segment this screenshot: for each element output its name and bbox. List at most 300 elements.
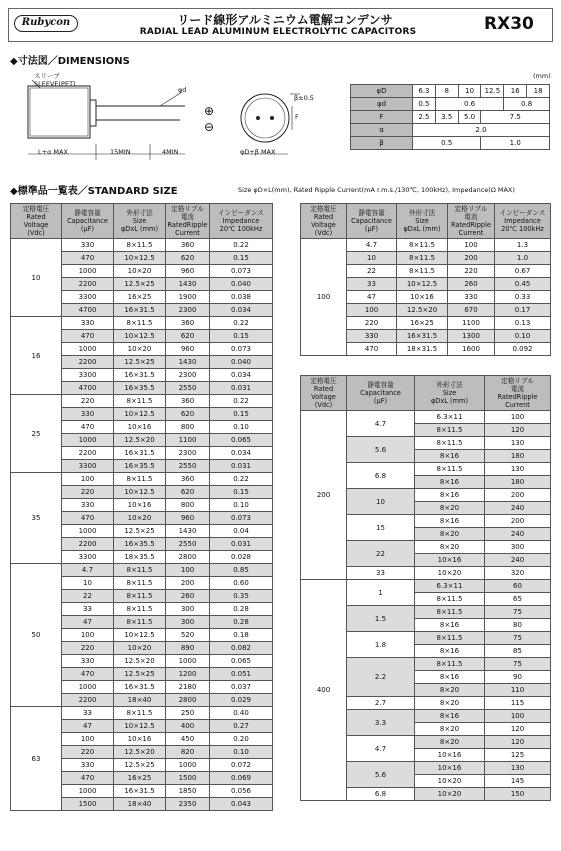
- dimension-cell: 5.0: [458, 111, 481, 124]
- table-cell: 12.5×20: [397, 304, 448, 317]
- table-cell: 0.073: [210, 265, 273, 278]
- header-line: (μF): [364, 225, 379, 233]
- dimension-cell: 2.0: [413, 124, 550, 137]
- table-cell: 2300: [166, 369, 210, 382]
- table-cell: 8×11.5: [114, 590, 166, 603]
- header-line: 電流: [510, 385, 525, 393]
- table-cell: 8×11.5: [415, 606, 485, 619]
- table-cell: 4.7: [347, 239, 397, 252]
- header-line: インピーダンス: [218, 209, 264, 217]
- table-row: [11, 707, 273, 720]
- voltage-cell: 16: [11, 317, 62, 395]
- header-line: 外形寸法: [436, 381, 463, 389]
- table-cell: 470: [62, 668, 114, 681]
- header-line: (μF): [80, 225, 95, 233]
- table-cell: 22: [347, 265, 397, 278]
- table-cell: 820: [166, 746, 210, 759]
- header-line: 静電容量: [367, 381, 394, 389]
- table-cell: 0.15: [210, 408, 273, 421]
- table-cell: 0.031: [210, 382, 273, 395]
- header-line: Capacitance: [360, 389, 401, 397]
- pitch-label: F: [295, 113, 299, 121]
- table-cell: 620: [166, 408, 210, 421]
- table-cell: 0.15: [210, 330, 273, 343]
- table-cell: 12.5×25: [114, 668, 166, 681]
- table-cell: 18×31.5: [397, 343, 448, 356]
- header-line: 電流: [464, 213, 478, 221]
- table-cell: 10×16: [114, 499, 166, 512]
- table-cell: 10×20: [114, 265, 166, 278]
- dimension-cell: 10: [458, 85, 481, 98]
- header-line: Capacitance: [67, 217, 108, 225]
- header-line: (μF): [373, 397, 388, 405]
- dimension-table: [350, 84, 550, 150]
- voltage-cell: 50: [11, 564, 62, 707]
- table-cell: 10×12.5: [114, 330, 166, 343]
- table-cell: 1430: [166, 356, 210, 369]
- dimensions-section-title: ◆寸法図／DIMENSIONS: [10, 56, 130, 67]
- table-cell: 620: [166, 252, 210, 265]
- dimension-cell: 6.3: [413, 85, 436, 98]
- table-cell: 2200: [62, 447, 114, 460]
- table-cell: 80: [485, 619, 551, 632]
- table-cell: 0.60: [210, 577, 273, 590]
- table-cell: 10×20: [114, 642, 166, 655]
- minus-terminal-icon: ⊖: [204, 120, 215, 134]
- table-cell: 8×16: [415, 645, 485, 658]
- table-cell: 8×16: [415, 450, 485, 463]
- header-ripple: [166, 204, 210, 239]
- table-cell: 1200: [166, 668, 210, 681]
- table-cell: 250: [166, 707, 210, 720]
- table-cell: 18×40: [114, 694, 166, 707]
- table-cell: 10×12.5: [114, 252, 166, 265]
- capacitance-cell: 4.7: [347, 411, 415, 437]
- capacitance-cell: 22: [347, 541, 415, 567]
- table-cell: 130: [485, 463, 551, 476]
- header-line: 定格リプル: [501, 377, 534, 385]
- table-cell: 1000: [62, 681, 114, 694]
- header-line: Voltage: [23, 221, 49, 229]
- header-line: Capacitance: [351, 217, 392, 225]
- table-cell: 10×12.5: [114, 720, 166, 733]
- header-line: (Vdc): [27, 229, 45, 237]
- table-cell: 0.038: [210, 291, 273, 304]
- dimension-row-label: φD: [351, 85, 413, 98]
- table-cell: 8×11.5: [415, 658, 485, 671]
- capacitance-cell: 5.6: [347, 762, 415, 788]
- header-line: 定格電圧: [22, 205, 50, 213]
- voltage-cell: 200: [301, 411, 347, 580]
- table-cell: 65: [485, 593, 551, 606]
- table-cell: 10×16: [114, 733, 166, 746]
- table-cell: 47: [62, 616, 114, 629]
- table-cell: 0.034: [210, 447, 273, 460]
- capacitance-cell: 1.5: [347, 606, 415, 632]
- table-cell: 0.22: [210, 473, 273, 486]
- header-line: 定格リプル: [171, 205, 204, 213]
- table-cell: 330: [62, 499, 114, 512]
- table-cell: 75: [485, 606, 551, 619]
- table-cell: 100: [347, 304, 397, 317]
- table-cell: 1.0: [495, 252, 551, 265]
- length-label: L+α MAX: [38, 148, 68, 156]
- header-line: Rated: [26, 213, 46, 221]
- table-cell: 0.040: [210, 356, 273, 369]
- table-cell: 85: [485, 645, 551, 658]
- table-cell: 960: [166, 343, 210, 356]
- table-cell: 75: [485, 658, 551, 671]
- header-line: 静電容量: [358, 209, 385, 217]
- table-cell: 12.5×20: [114, 655, 166, 668]
- voltage-cell: 63: [11, 707, 62, 811]
- table-cell: 2800: [166, 551, 210, 564]
- table-cell: 0.10: [210, 746, 273, 759]
- table-cell: 3300: [62, 551, 114, 564]
- table-cell: 220: [62, 486, 114, 499]
- dimension-cell: 0.5: [413, 137, 481, 150]
- table-cell: 470: [62, 330, 114, 343]
- table-cell: 0.18: [210, 629, 273, 642]
- table-cell: 8×20: [415, 502, 485, 515]
- table-cell: 8×20: [415, 528, 485, 541]
- table-cell: 2200: [62, 356, 114, 369]
- table-cell: 12.5×20: [114, 746, 166, 759]
- table-cell: 100: [62, 473, 114, 486]
- table-cell: 120: [485, 736, 551, 749]
- header-line: Rated: [313, 385, 334, 393]
- table-cell: 1000: [62, 265, 114, 278]
- table-cell: 8×11.5: [415, 463, 485, 476]
- table-cell: 220: [62, 642, 114, 655]
- dimension-cell: 3.5: [435, 111, 458, 124]
- table-cell: 1300: [448, 330, 495, 343]
- table-cell: 1000: [62, 434, 114, 447]
- table-cell: 18×35.5: [114, 551, 166, 564]
- table-cell: 220: [62, 395, 114, 408]
- table-cell: 0.28: [210, 616, 273, 629]
- table-cell: 0.073: [210, 343, 273, 356]
- table-cell: 0.22: [210, 395, 273, 408]
- dimension-row-label: α: [351, 124, 413, 137]
- header-line: 外形寸法: [126, 209, 153, 217]
- table-cell: 4700: [62, 382, 114, 395]
- header-line: φDxL (mm): [403, 225, 441, 233]
- table-cell: 4.7: [62, 564, 114, 577]
- table-cell: 10×12.5: [397, 278, 448, 291]
- table-cell: 10×20: [415, 775, 485, 788]
- table-cell: 0.40: [210, 707, 273, 720]
- table-cell: 2200: [62, 538, 114, 551]
- table-cell: 0.20: [210, 733, 273, 746]
- table-cell: 10×12.5: [114, 486, 166, 499]
- table-cell: 125: [485, 749, 551, 762]
- table-cell: 16×31.5: [114, 369, 166, 382]
- table-cell: 12.5×25: [114, 356, 166, 369]
- table-header-row: [11, 204, 273, 239]
- table-cell: 1850: [166, 785, 210, 798]
- table-cell: 620: [166, 486, 210, 499]
- table-cell: 10: [347, 252, 397, 265]
- table-cell: 8×20: [415, 697, 485, 710]
- table-cell: 0.10: [210, 499, 273, 512]
- table-cell: 2350: [166, 798, 210, 811]
- table-cell: 16×35.5: [114, 460, 166, 473]
- table-cell: 330: [347, 330, 397, 343]
- table-cell: 2300: [166, 447, 210, 460]
- table-cell: 16×31.5: [397, 330, 448, 343]
- table-cell: 0.10: [495, 330, 551, 343]
- header-line: 静電容量: [74, 209, 101, 217]
- capacitance-cell: 15: [347, 515, 415, 541]
- table-cell: 470: [62, 772, 114, 785]
- sleeve-label: スリーブ SLEEVE(PET): [34, 72, 76, 88]
- dimension-row-label: F: [351, 111, 413, 124]
- table-cell: 4700: [62, 304, 114, 317]
- table-cell: 330: [62, 408, 114, 421]
- table-cell: 0.037: [210, 681, 273, 694]
- table-cell: 0.27: [210, 720, 273, 733]
- table-cell: 0.22: [210, 239, 273, 252]
- header-line: Current: [458, 229, 484, 237]
- table-cell: 1430: [166, 278, 210, 291]
- table-cell: 330: [62, 239, 114, 252]
- table-cell: 145: [485, 775, 551, 788]
- table-cell: 8×16: [415, 476, 485, 489]
- voltage-cell: 10: [11, 239, 62, 317]
- brand-logo: Rubycon: [14, 15, 78, 32]
- header-line: Voltage: [311, 221, 336, 229]
- table-cell: 6.3×11: [415, 411, 485, 424]
- table-cell: 3300: [62, 291, 114, 304]
- capacitance-cell: 33: [347, 567, 415, 580]
- table-cell: 330: [448, 291, 495, 304]
- table-cell: 0.13: [495, 317, 551, 330]
- table-cell: 0.17: [495, 304, 551, 317]
- table-cell: 0.051: [210, 668, 273, 681]
- capacitance-cell: 2.2: [347, 658, 415, 697]
- header-line: Impedance: [222, 217, 260, 225]
- table-cell: 330: [62, 759, 114, 772]
- header-imp: [495, 204, 551, 239]
- table-cell: 1100: [448, 317, 495, 330]
- header-line: 20℃ 100kHz: [219, 225, 263, 233]
- table-cell: 16×25: [114, 772, 166, 785]
- table-cell: 8×11.5: [114, 317, 166, 330]
- table-cell: 33: [62, 707, 114, 720]
- table-cell: 960: [166, 512, 210, 525]
- table-cell: 16×35.5: [114, 382, 166, 395]
- dimension-row: [351, 124, 550, 137]
- table-cell: 22: [62, 590, 114, 603]
- table-cell: 18×40: [114, 798, 166, 811]
- table-cell: 8×20: [415, 684, 485, 697]
- table-cell: 0.034: [210, 369, 273, 382]
- table-row: [11, 239, 273, 252]
- capacitance-cell: 3.3: [347, 710, 415, 736]
- header-line: φDxL (mm): [120, 225, 159, 233]
- voltage-cell: 100: [301, 239, 347, 356]
- table-cell: 8×11.5: [415, 424, 485, 437]
- table-cell: 2550: [166, 538, 210, 551]
- header-line: 定格電圧: [310, 205, 337, 213]
- header-ripple: [485, 376, 551, 411]
- table-cell: 8×20: [415, 723, 485, 736]
- table-cell: 0.034: [210, 304, 273, 317]
- dimension-row-label: φd: [351, 98, 413, 111]
- table-cell: 2200: [62, 278, 114, 291]
- diameter-label: φD+β MAX: [240, 148, 276, 156]
- table-cell: 16×31.5: [114, 304, 166, 317]
- table-cell: 8×11.5: [114, 577, 166, 590]
- table-cell: 1000: [166, 759, 210, 772]
- standard-size-note: Size φD×L(mm), Rated Ripple Current(mA r.m.s./130℃, 100kHz), Impedance(Ω MAX): [238, 186, 515, 194]
- table-cell: 10×16: [415, 554, 485, 567]
- header-line: Rated: [313, 213, 334, 221]
- table-cell: 2800: [166, 694, 210, 707]
- header-voltage: [301, 376, 347, 411]
- table-cell: 10×16: [415, 749, 485, 762]
- table-cell: 470: [62, 512, 114, 525]
- table-cell: 200: [448, 252, 495, 265]
- voltage-cell: 25: [11, 395, 62, 473]
- table-cell: 16×25: [114, 291, 166, 304]
- table-cell: 10×20: [114, 343, 166, 356]
- table-cell: 100: [62, 733, 114, 746]
- table-cell: 100: [448, 239, 495, 252]
- table-cell: 130: [485, 437, 551, 450]
- header-line: 定格リプル: [454, 205, 488, 213]
- capacitance-cell: 5.6: [347, 437, 415, 463]
- table-cell: 8×11.5: [114, 603, 166, 616]
- table-cell: 300: [166, 616, 210, 629]
- table-cell: 8×11.5: [114, 707, 166, 720]
- table-cell: 220: [448, 265, 495, 278]
- table-cell: 0.15: [210, 252, 273, 265]
- table-cell: 400: [166, 720, 210, 733]
- header-voltage: [11, 204, 62, 239]
- dimension-cell: 0.6: [435, 98, 503, 111]
- table-row: [11, 395, 273, 408]
- header-line: 電流: [180, 213, 195, 221]
- table-cell: 1000: [166, 655, 210, 668]
- dimensions-unit: (mm): [533, 72, 551, 80]
- table-cell: 120: [485, 424, 551, 437]
- header-line: 20℃ 100kHz: [501, 225, 544, 233]
- table-cell: 8×11.5: [114, 616, 166, 629]
- table-cell: 75: [485, 632, 551, 645]
- table-cell: 8×11.5: [114, 473, 166, 486]
- dimension-row: [351, 137, 550, 150]
- table-cell: 8×11.5: [397, 239, 448, 252]
- table-cell: 0.15: [210, 486, 273, 499]
- table-cell: 8×11.5: [114, 239, 166, 252]
- table-cell: 8×20: [415, 541, 485, 554]
- table-cell: 0.031: [210, 460, 273, 473]
- table-cell: 47: [62, 720, 114, 733]
- dimension-row: [351, 85, 550, 98]
- voltage-cell: 400: [301, 580, 347, 801]
- table-cell: 150: [485, 788, 551, 801]
- table-cell: 320: [485, 567, 551, 580]
- lead-diameter-label: φd: [178, 86, 187, 94]
- table-cell: 200: [485, 489, 551, 502]
- table-cell: 2550: [166, 460, 210, 473]
- table-row: [11, 564, 273, 577]
- table-cell: 8×11.5: [415, 593, 485, 606]
- dimension-cell: 0.5: [413, 98, 436, 111]
- header-line: Voltage: [311, 393, 336, 401]
- table-cell: 0.67: [495, 265, 551, 278]
- lead-min-label: 4MIN: [162, 148, 179, 156]
- table-cell: 360: [166, 317, 210, 330]
- table-cell: 960: [166, 265, 210, 278]
- capacitance-cell: 6.8: [347, 463, 415, 489]
- dimension-cell: 1.0: [481, 137, 550, 150]
- table-row: [301, 411, 551, 424]
- table-cell: 2180: [166, 681, 210, 694]
- header-ripple: [448, 204, 495, 239]
- table-cell: 1.3: [495, 239, 551, 252]
- header-line: Current: [505, 401, 530, 409]
- table-cell: 470: [62, 421, 114, 434]
- table-cell: 0.043: [210, 798, 273, 811]
- table-cell: 16×31.5: [114, 785, 166, 798]
- table-cell: 300: [166, 603, 210, 616]
- table-cell: 8×11.5: [415, 437, 485, 450]
- table-cell: 10×20: [415, 567, 485, 580]
- table-cell: 47: [347, 291, 397, 304]
- table-cell: 2200: [62, 694, 114, 707]
- plus-terminal-icon: ⊕: [204, 104, 215, 118]
- standard-size-title: ◆標準品一覧表／STANDARD SIZE: [10, 186, 178, 197]
- table-cell: 470: [347, 343, 397, 356]
- table-cell: 8×20: [415, 736, 485, 749]
- header-cap: [347, 204, 397, 239]
- dimension-cell: 7.5: [481, 111, 550, 124]
- table-cell: 0.040: [210, 278, 273, 291]
- table-cell: 470: [62, 252, 114, 265]
- table-cell: 0.072: [210, 759, 273, 772]
- table-cell: 360: [166, 473, 210, 486]
- table-cell: 240: [485, 502, 551, 515]
- dimension-row-label: β: [351, 137, 413, 150]
- table-cell: 8×16: [415, 671, 485, 684]
- header-line: Size: [442, 389, 457, 397]
- table-cell: 1600: [448, 343, 495, 356]
- model-number: RX30: [484, 14, 534, 34]
- table-cell: 16×31.5: [114, 681, 166, 694]
- table-cell: 8×16: [415, 710, 485, 723]
- capacitance-cell: 6.8: [347, 788, 415, 801]
- table-cell: 8×11.5: [397, 252, 448, 265]
- table-cell: 200: [485, 515, 551, 528]
- table-cell: 180: [485, 476, 551, 489]
- table-cell: 520: [166, 629, 210, 642]
- table-cell: 0.065: [210, 655, 273, 668]
- header-line: Size: [415, 217, 429, 225]
- table-cell: 330: [62, 317, 114, 330]
- table-cell: 33: [347, 278, 397, 291]
- capacitance-cell: 2.7: [347, 697, 415, 710]
- table-cell: 0.082: [210, 642, 273, 655]
- table-row: [301, 239, 551, 252]
- table-cell: 10×16: [114, 421, 166, 434]
- table-cell: 240: [485, 528, 551, 541]
- table-header-row: [301, 376, 551, 411]
- header-line: 外形寸法: [408, 209, 436, 217]
- header-line: (Vdc): [314, 401, 333, 409]
